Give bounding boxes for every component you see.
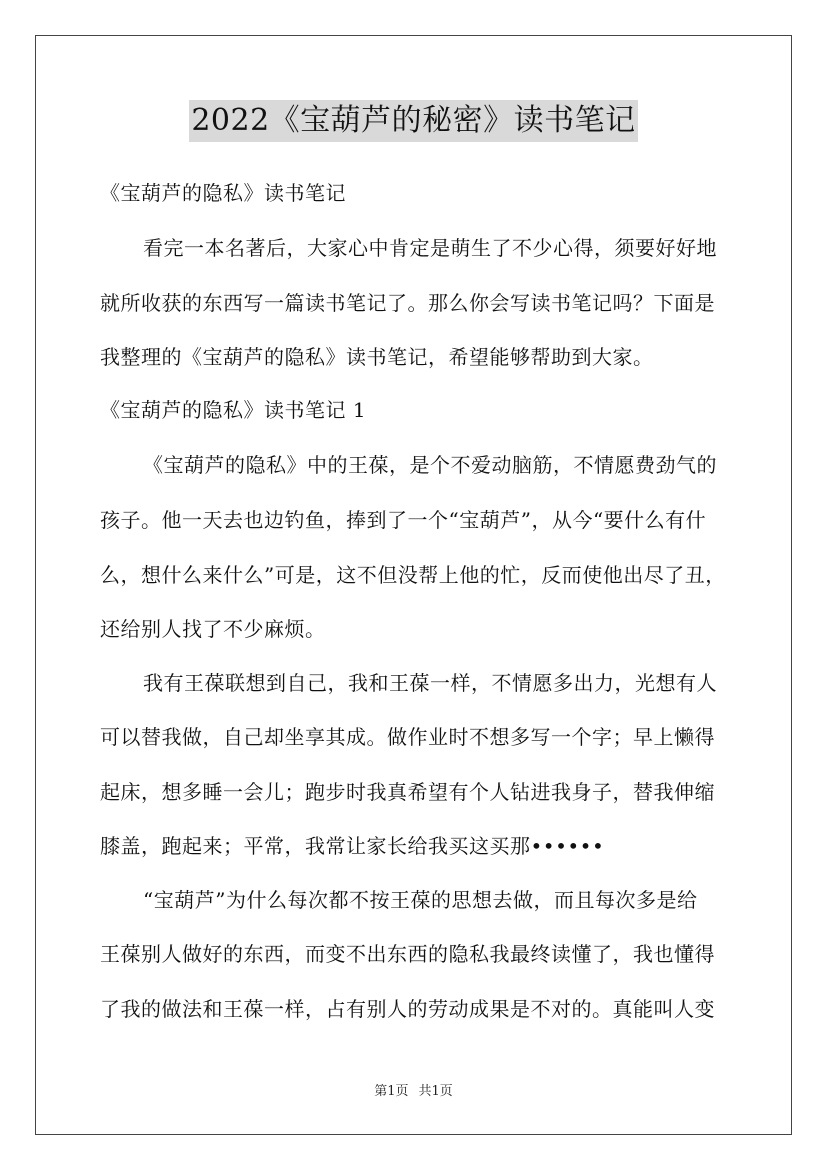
paragraph-line: 我整理的《宝葫芦的隐私》读书笔记，希望能够帮助到大家。 bbox=[100, 345, 654, 369]
paragraph-line: 王葆别人做好的东西，而变不出东西的隐私我最终读懂了，我也懂得 bbox=[100, 942, 715, 966]
paragraph-line: 膝盖，跑起来；平常，我常让家长给我买这买那•••••• bbox=[100, 834, 605, 858]
paragraph-line: “宝葫芦”为什么每次都不按王葆的思想去做，而且每次多是给 bbox=[143, 888, 698, 912]
paragraph-line: 么，想什么来什么”可是，这不但没帮上他的忙，反而使他出尽了丑， bbox=[100, 563, 726, 587]
section-heading: 《宝葫芦的隐私》读书笔记 bbox=[100, 181, 346, 205]
paragraph-line: 起床，想多睡一会儿；跑步时我真希望有个人钻进我身子，替我伸缩 bbox=[100, 780, 715, 804]
section-heading: 《宝葫芦的隐私》读书笔记 1 bbox=[100, 398, 367, 422]
page-number: 第1页 bbox=[374, 1084, 409, 1099]
paragraph-line: 看完一本名著后，大家心中肯定是萌生了不少心得，须要好好地 bbox=[143, 236, 717, 260]
page-total: 共1页 bbox=[418, 1084, 453, 1099]
paragraph-line: 孩子。他一天去也边钓鱼，捧到了一个“宝葫芦”，从今“要什么有什 bbox=[100, 508, 707, 532]
page-footer bbox=[0, 1084, 827, 1100]
document-title: 2022《宝葫芦的秘密》读书笔记 bbox=[189, 100, 637, 142]
title-wrap bbox=[0, 100, 827, 142]
paragraph-line: 还给别人找了不少麻烦。 bbox=[100, 617, 326, 641]
paragraph-line: 《宝葫芦的隐私》中的王葆，是个不爱动脑筋，不情愿费劲气的 bbox=[143, 453, 717, 477]
paragraph-line: 可以替我做，自己却坐享其成。做作业时不想多写一个字；早上懒得 bbox=[100, 725, 715, 749]
paragraph-line: 就所收获的东西写一篇读书笔记了。那么你会写读书笔记吗？下面是 bbox=[100, 291, 715, 315]
paragraph-line: 了我的做法和王葆一样，占有别人的劳动成果是不对的。真能叫人变 bbox=[100, 997, 715, 1021]
paragraph-line: 我有王葆联想到自己，我和王葆一样，不情愿多出力，光想有人 bbox=[143, 671, 717, 695]
